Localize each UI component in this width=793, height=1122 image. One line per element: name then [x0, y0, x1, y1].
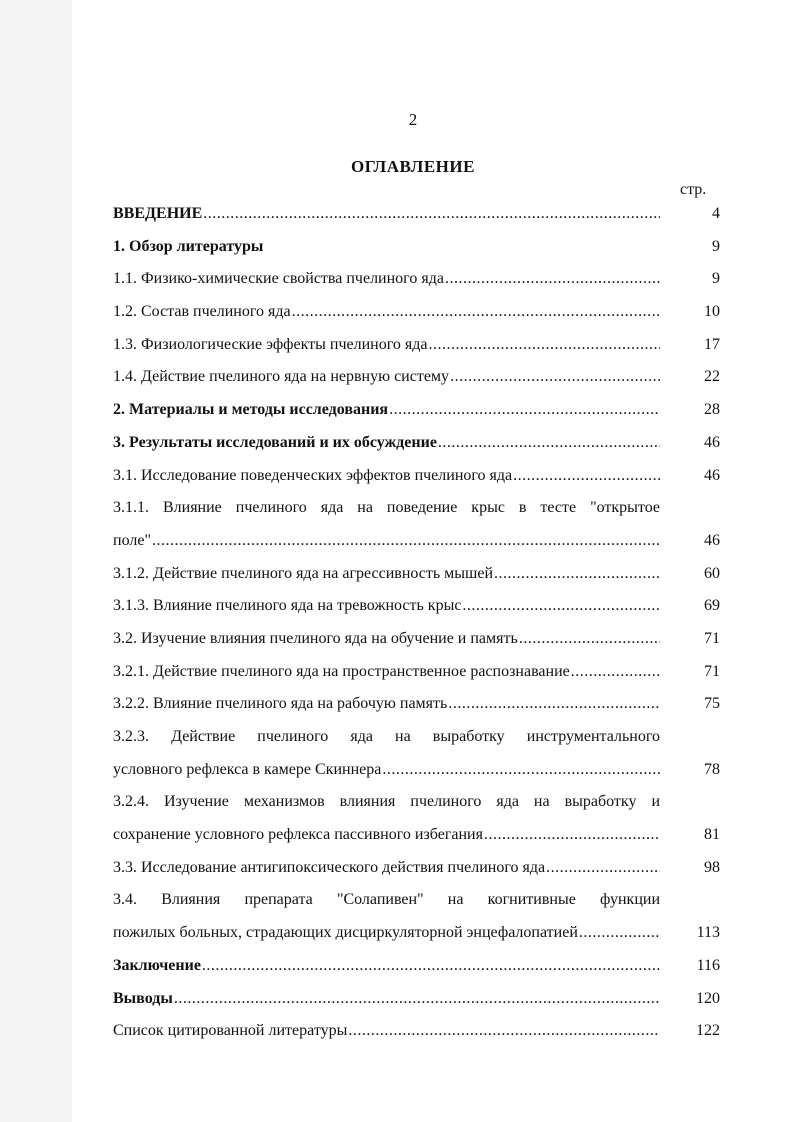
toc-leader-dots: [438, 427, 660, 460]
toc-entry-1-3: [113, 329, 720, 362]
toc-entry-introduction: [113, 198, 720, 231]
toc-entry-3-2-4-line2: [113, 819, 720, 852]
toc-entry-page: 28: [704, 401, 720, 419]
toc-entry-text: сохранение условного рефлекса пассивного избегания: [113, 826, 483, 844]
toc-entry-conclusion: [113, 950, 720, 983]
toc-entry-text: Список цитированной литературы: [113, 1022, 348, 1040]
toc-entry-3-2-3-line2: [113, 754, 720, 787]
toc-entry-3-2-1: [113, 656, 720, 689]
toc-leader-dots: [462, 590, 660, 623]
toc-entry-chapter-1: [113, 231, 720, 264]
toc-entry-page: 46: [704, 531, 720, 549]
toc-leader-dots: [484, 819, 660, 852]
toc-entry-page: 71: [704, 629, 720, 647]
toc-entry-page: 113: [696, 924, 720, 942]
toc-entry-3-2-3-line1: [113, 721, 720, 754]
toc-entry-text: 1. Обзор литературы: [113, 237, 264, 255]
toc-entry-page: 46: [704, 466, 720, 484]
toc-entry-3-2-4-line1: [113, 786, 720, 819]
toc-entry-text: 1.2. Состав пчелиного яда: [113, 303, 291, 321]
toc-leader-dots: [513, 460, 660, 493]
toc-entry-3-4-line1: [113, 884, 720, 917]
page-title: ОГЛАВЛЕНИЕ: [351, 157, 475, 176]
toc-entry-page: 116: [696, 956, 720, 974]
toc-leader-dots: [389, 394, 660, 427]
toc-entry-page: 122: [696, 1022, 720, 1040]
toc-entry-text: 3.4. Влияния препарата "Солапивен" на когнитивные функции: [113, 891, 660, 909]
toc-entry-page: 10: [704, 303, 720, 321]
toc-entry-text: 3.1. Исследование поведенческих эффектов пчелиного яда: [113, 466, 513, 484]
toc-leader-dots: [445, 263, 660, 296]
toc-leader-dots: [428, 329, 660, 362]
toc-entry-text: 3.1.2. Действие пчелиного яда на агрессивность мышей: [113, 564, 494, 582]
toc-entry-text: 3.1.3. Влияние пчелиного яда на тревожность крыс: [113, 597, 462, 615]
toc-leader-dots: [203, 198, 660, 231]
toc-entry-text: 3.2.1. Действие пчелиного яда на пространственное распознавание: [113, 662, 570, 680]
toc-entry-1-4: [113, 361, 720, 394]
toc-entry-page: 78: [704, 760, 720, 778]
toc-entry-page: 98: [704, 858, 720, 876]
toc-entry-findings: [113, 983, 720, 1016]
toc-entry-text: 3.2.4. Изучение механизмов влияния пчелиного яда на выработку и: [113, 793, 660, 811]
toc-entry-text: поле": [113, 531, 151, 549]
toc-entry-3-3: [113, 852, 720, 885]
toc-leader-dots: [448, 688, 660, 721]
toc-entry-text: Заключение: [113, 956, 201, 974]
toc-entry-page: 69: [704, 597, 720, 615]
toc-entry-text: Выводы: [113, 989, 173, 1007]
toc-entry-1-1: [113, 263, 720, 296]
toc-leader-dots: [348, 1015, 660, 1048]
toc-leader-dots: [579, 917, 660, 950]
toc-entry-3-1-3: [113, 590, 720, 623]
toc-entry-text: 2. Материалы и методы исследования: [113, 401, 389, 419]
toc-leader-dots: [519, 623, 660, 656]
toc-entry-3-1-1-line2: [113, 525, 720, 558]
toc-entry-page: 17: [704, 335, 720, 353]
toc-leader-dots: [450, 361, 660, 394]
toc-entry-text: ВВЕДЕНИЕ: [113, 205, 203, 222]
toc-leader-dots: [494, 558, 660, 591]
page-column-label: стр.: [680, 181, 707, 198]
toc-entry-3-1-1-line1: [113, 492, 720, 525]
toc-entry-text: 3.2. Изучение влияния пчелиного яда на обучение и память: [113, 629, 518, 647]
toc-entry-text: 3.1.1. Влияние пчелиного яда на поведение крыс в тесте "открытое: [113, 499, 660, 517]
toc-entry-page: 9: [712, 237, 720, 255]
toc-entry-page: 46: [704, 433, 720, 451]
toc-entry-text: 1.3. Физиологические эффекты пчелиного яда: [113, 335, 428, 353]
toc-entry-chapter-2: [113, 394, 720, 427]
toc-entry-text: пожилых больных, страдающих дисциркуляторной энцефалопатией: [113, 924, 578, 942]
toc-leader-dots: [382, 754, 660, 787]
toc-leader-dots: [174, 983, 660, 1016]
toc-leader-dots: [546, 852, 660, 885]
toc-entry-references: [113, 1015, 720, 1048]
toc-entry-text: 1.4. Действие пчелиного яда на нервную систему: [113, 368, 450, 386]
toc-entry-page: 75: [704, 695, 720, 713]
toc-entry-text: 3.2.2. Влияние пчелиного яда на рабочую память: [113, 695, 448, 713]
toc-entry-page: 9: [712, 270, 720, 288]
toc-entry-text: 3.3. Исследование антигипоксического действия пчелиного яда: [113, 858, 546, 876]
toc-entry-page: 22: [704, 368, 720, 386]
toc-entry-text: 3.2.3. Действие пчелиного яда на выработку инструментального: [113, 728, 660, 745]
toc-entry-chapter-3: [113, 427, 720, 460]
toc-leader-dots: [292, 296, 660, 329]
toc-entry-text: 1.1. Физико-химические свойства пчелиного яда: [113, 270, 444, 288]
toc-entry-page: 71: [704, 662, 720, 680]
toc-entry-text: 3. Результаты исследований и их обсуждение: [113, 433, 437, 451]
table-of-contents: [113, 198, 720, 1048]
toc-entry-3-2: [113, 623, 720, 656]
toc-leader-dots: [571, 656, 660, 689]
page-number: 2: [408, 110, 418, 129]
toc-entry-3-1-2: [113, 558, 720, 591]
toc-entry-page: 60: [704, 564, 720, 582]
toc-leader-dots: [202, 950, 660, 983]
toc-entry-page: 81: [704, 826, 720, 844]
toc-entry-3-2-2: [113, 688, 720, 721]
toc-entry-text: условного рефлекса в камере Скиннера: [113, 760, 382, 778]
toc-entry-1-2: [113, 296, 720, 329]
toc-entry-3-4-line2: [113, 917, 720, 950]
toc-entry-page: 4: [712, 205, 720, 222]
toc-entry-page: 120: [696, 989, 720, 1007]
toc-entry-3-1: [113, 460, 720, 493]
toc-leader-dots: [152, 525, 660, 558]
